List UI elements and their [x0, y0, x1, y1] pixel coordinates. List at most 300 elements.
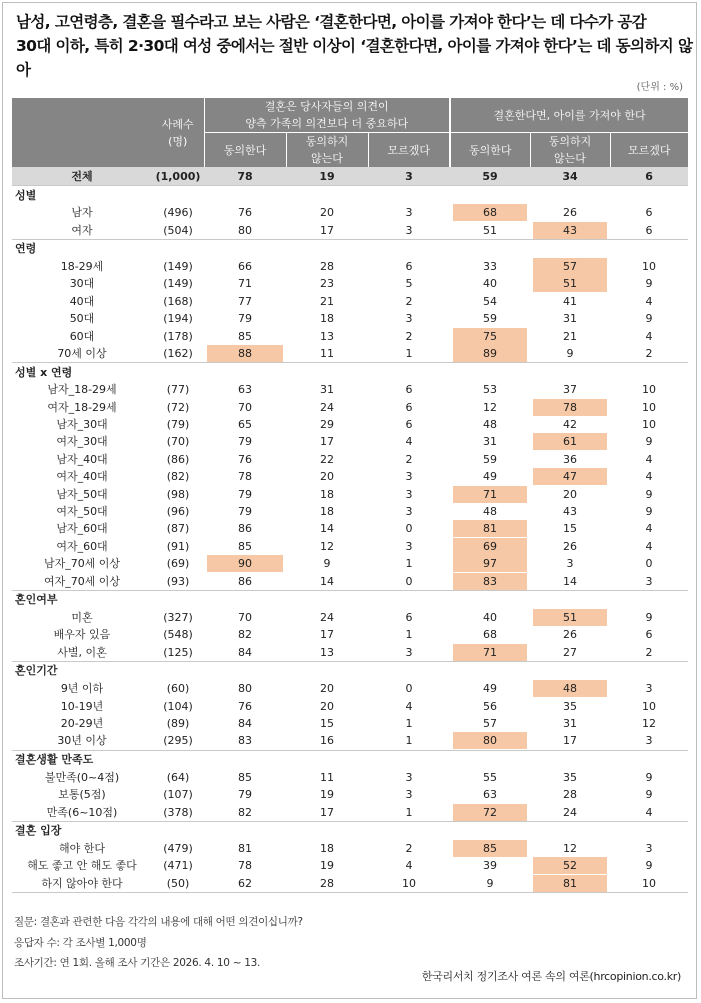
- cell-value: 71: [238, 277, 252, 291]
- cell-value: 9: [645, 505, 653, 519]
- cell-b-disagree: [530, 345, 610, 363]
- table-row: [12, 204, 688, 221]
- cell-value: 41: [563, 294, 577, 308]
- cell-a-dontknow: [368, 433, 450, 450]
- cell-value: 49: [483, 682, 497, 696]
- cell-a-agree: [204, 416, 286, 433]
- cell-b-dontknow: [610, 715, 688, 732]
- cell-a-dontknow: [368, 485, 450, 502]
- cell-value: 47: [533, 468, 607, 485]
- cell-a-dontknow: [368, 538, 450, 555]
- cell-a-dontknow: [368, 626, 450, 643]
- cell-a-agree: [204, 258, 286, 275]
- cell-value: 6: [405, 383, 413, 397]
- cell-a-agree: [204, 875, 286, 893]
- cell-b-dontknow: [610, 503, 688, 520]
- cell-value: 3: [405, 788, 413, 802]
- cell-b-disagree: [530, 857, 610, 874]
- cell-a-agree: [204, 732, 286, 750]
- cell-a-agree: [204, 857, 286, 874]
- cell-value: 4: [645, 522, 653, 536]
- cell-value: 9: [566, 346, 574, 360]
- cell-b-dontknow: [610, 875, 688, 893]
- cell-value: 17: [320, 223, 334, 237]
- table-row: [12, 786, 688, 803]
- cell-value: 0: [405, 682, 413, 696]
- row-n: (96): [166, 505, 190, 519]
- cell-a-disagree: [286, 538, 368, 555]
- cell-value: 13: [320, 645, 334, 659]
- cell-b-disagree: [530, 875, 610, 893]
- cell-value: 70: [238, 400, 252, 414]
- cell-value: 6: [645, 223, 653, 237]
- cell-a-dontknow: [368, 204, 450, 221]
- table-row: [12, 451, 688, 468]
- header-b-disagree: 동의하지 않는다: [530, 133, 610, 168]
- row-label: 10-19년: [60, 699, 104, 713]
- cell-a-disagree: [286, 221, 368, 239]
- cell-value: 43: [533, 222, 607, 239]
- cell-a-dontknow: [368, 644, 450, 662]
- cell-b-dontknow: [610, 433, 688, 450]
- cell-value: 40: [483, 277, 497, 291]
- row-n: (125): [163, 645, 193, 659]
- cell-value: 10: [642, 259, 657, 273]
- cell-b-disagree: [530, 769, 610, 786]
- cell-value: 3: [405, 206, 413, 220]
- cell-a-agree: [204, 327, 286, 344]
- cell-value: 9: [645, 770, 653, 784]
- row-label: 남자_18-29세: [47, 383, 117, 397]
- cell-b-dontknow: [610, 626, 688, 643]
- cell-value: 3: [645, 574, 653, 588]
- cell-value: 79: [238, 435, 252, 449]
- cell-b-agree: [450, 840, 530, 857]
- cell-value: 4: [645, 329, 653, 343]
- cell-a-agree: [204, 572, 286, 590]
- group-header-row: [12, 750, 688, 769]
- row-label: 남자: [71, 206, 93, 220]
- cell-value: 18: [320, 505, 334, 519]
- cell-value: 10: [642, 876, 657, 890]
- row-label: 70세 이상: [57, 346, 107, 360]
- row-n: (548): [163, 628, 193, 642]
- cell-a-dontknow: [368, 468, 450, 485]
- cell-value: 2: [405, 329, 413, 343]
- row-n: (104): [163, 699, 193, 713]
- cell-a-disagree: [286, 555, 368, 572]
- cell-value: 4: [405, 699, 413, 713]
- row-n: (107): [163, 788, 193, 802]
- table-row: [12, 732, 688, 750]
- cell-b-agree: [450, 345, 530, 363]
- cell-b-disagree: [530, 275, 610, 292]
- cell-a-disagree: [286, 769, 368, 786]
- page-title: [16, 10, 696, 82]
- cell-b-agree: [450, 204, 530, 221]
- cell-b-agree: [450, 697, 530, 714]
- cell-b-dontknow: [610, 609, 688, 626]
- cell-b-dontknow: [610, 840, 688, 857]
- cell-value: 2: [645, 346, 653, 360]
- cell-value: 2: [405, 841, 413, 855]
- cell-value: 13: [320, 329, 334, 343]
- cell-b-agree: [450, 572, 530, 590]
- cell-value: 14: [320, 522, 334, 536]
- cell-a-disagree: [286, 697, 368, 714]
- table-row: [12, 538, 688, 555]
- cell-a-dontknow: [368, 275, 450, 292]
- row-n: (60): [166, 682, 190, 696]
- row-n: (479): [163, 841, 193, 855]
- cell-value: 89: [453, 345, 527, 362]
- cell-value: 83: [238, 734, 252, 748]
- cell-b-dontknow: [610, 555, 688, 572]
- cell-value: 6: [405, 259, 413, 273]
- cell-b-agree: [450, 503, 530, 520]
- cell-value: 33: [483, 259, 497, 273]
- cell-a-disagree: [286, 345, 368, 363]
- cell-a-disagree: [286, 468, 368, 485]
- cell-value: 81: [533, 875, 607, 892]
- cell-value: 17: [320, 628, 334, 642]
- cell-value: 3: [405, 770, 413, 784]
- cell-a-disagree: [286, 715, 368, 732]
- cell-b-dontknow: [610, 520, 688, 537]
- cell-b-dontknow: [610, 204, 688, 221]
- cell-value: 24: [563, 805, 577, 819]
- row-n: (149): [163, 277, 193, 291]
- row-n: (378): [163, 805, 193, 819]
- cell-a-agree: [204, 769, 286, 786]
- cell-value: 3: [645, 682, 653, 696]
- cell-value: 9: [645, 788, 653, 802]
- cell-b-disagree: [530, 468, 610, 485]
- cell-value: 61: [533, 433, 607, 450]
- cell-value: 9: [486, 876, 494, 890]
- cell-b-dontknow: [610, 416, 688, 433]
- cell-a-dontknow: [368, 520, 450, 537]
- cell-b-agree: [450, 609, 530, 626]
- cell-a-disagree: [286, 609, 368, 626]
- cell-a-dontknow: [368, 399, 450, 416]
- cell-a-agree: [204, 520, 286, 537]
- row-label: 여자_70세 이상: [43, 574, 121, 588]
- cell-value: 43: [563, 505, 577, 519]
- cell-a-agree: [204, 803, 286, 821]
- cell-value: 53: [483, 383, 497, 397]
- cell-a-disagree: [286, 644, 368, 662]
- cell-value: 81: [453, 520, 527, 537]
- cell-b-agree: [450, 381, 530, 398]
- cell-value: 37: [563, 383, 577, 397]
- row-n: (98): [166, 487, 190, 501]
- cell-value: 1: [405, 346, 413, 360]
- group-title: 혼인여부: [12, 590, 688, 609]
- cell-value: 0: [405, 522, 413, 536]
- cell-b-disagree: [530, 572, 610, 590]
- cell-value: 71: [453, 486, 527, 503]
- cell-value: 68: [483, 628, 497, 642]
- cell-value: 3: [566, 557, 574, 571]
- cell-value: 82: [238, 805, 252, 819]
- cell-a-dontknow: [368, 786, 450, 803]
- group-header-row: [12, 590, 688, 609]
- table-row: [12, 275, 688, 292]
- cell-a-disagree: [286, 875, 368, 893]
- cell-value: 3: [405, 223, 413, 237]
- table-row: [12, 644, 688, 662]
- cell-value: 83: [453, 573, 527, 590]
- cell-value: 59: [483, 312, 497, 326]
- total-n: (1,000): [152, 167, 204, 186]
- cell-a-dontknow: [368, 503, 450, 520]
- cell-value: 68: [453, 204, 527, 221]
- cell-a-dontknow: [368, 572, 450, 590]
- cell-b-disagree: [530, 803, 610, 821]
- cell-value: 40: [483, 611, 497, 624]
- cell-b-dontknow: [610, 399, 688, 416]
- cell-value: 3: [405, 312, 413, 326]
- cell-value: 56: [483, 699, 497, 713]
- total-row: [12, 167, 688, 186]
- cell-b-dontknow: [610, 258, 688, 275]
- cell-a-disagree: [286, 258, 368, 275]
- cell-value: 2: [645, 645, 653, 659]
- cell-value: 31: [483, 435, 497, 449]
- cell-value: 19: [320, 788, 334, 802]
- cell-b-agree: [450, 732, 530, 750]
- cell-value: 90: [207, 555, 283, 572]
- cell-b-disagree: [530, 644, 610, 662]
- cell-value: 42: [563, 418, 577, 432]
- cell-value: 86: [238, 574, 252, 588]
- cell-b-dontknow: [610, 680, 688, 697]
- cell-value: 21: [320, 294, 334, 308]
- cell-value: 26: [563, 206, 577, 220]
- row-n: (89): [166, 716, 190, 730]
- cell-value: 3: [405, 645, 413, 659]
- cell-value: 23: [320, 277, 334, 291]
- cell-a-agree: [204, 310, 286, 327]
- cell-a-disagree: [286, 485, 368, 502]
- cell-b-disagree: [530, 680, 610, 697]
- table-row: [12, 609, 688, 626]
- cell-b-dontknow: [610, 221, 688, 239]
- cell-value: 14: [563, 574, 577, 588]
- cell-value: 3: [405, 539, 413, 553]
- cell-b-agree: [450, 857, 530, 874]
- cell-a-agree: [204, 680, 286, 697]
- row-n: (194): [163, 312, 193, 326]
- row-label: 20-29년: [60, 716, 104, 730]
- cell-value: 1: [405, 716, 413, 730]
- row-label: 남자_30대: [56, 418, 108, 432]
- row-label: 남자_50대: [56, 487, 108, 501]
- cell-value: 18: [320, 487, 334, 501]
- cell-b-disagree: [530, 327, 610, 344]
- total-b-dontknow: 6: [610, 167, 688, 186]
- total-label: 전체: [12, 167, 152, 186]
- cell-value: 51: [483, 223, 497, 237]
- cell-value: 80: [238, 682, 252, 696]
- cell-a-dontknow: [368, 680, 450, 697]
- cell-b-dontknow: [610, 644, 688, 662]
- cell-value: 28: [563, 788, 577, 802]
- table-row: [12, 680, 688, 697]
- cell-value: 10: [642, 383, 657, 397]
- group-title: 혼인기간: [12, 661, 688, 680]
- cell-value: 79: [238, 505, 252, 519]
- cell-value: 52: [533, 857, 607, 874]
- row-label: 해도 좋고 안 해도 좋다: [27, 859, 137, 873]
- cell-b-disagree: [530, 485, 610, 502]
- cell-a-agree: [204, 626, 286, 643]
- cell-value: 48: [483, 418, 497, 432]
- table-bottom-rule: [12, 892, 688, 895]
- cell-b-dontknow: [610, 275, 688, 292]
- group-title: 연령: [12, 239, 688, 258]
- cell-a-agree: [204, 644, 286, 662]
- total-a-disagree: 19: [286, 167, 368, 186]
- cell-value: 88: [207, 345, 283, 362]
- cell-a-disagree: [286, 310, 368, 327]
- cell-value: 12: [320, 539, 334, 553]
- cell-a-agree: [204, 433, 286, 450]
- cell-value: 55: [483, 770, 497, 784]
- cell-value: 51: [533, 609, 607, 626]
- cell-a-agree: [204, 221, 286, 239]
- cell-a-agree: [204, 840, 286, 857]
- table-row: [12, 572, 688, 590]
- cell-a-agree: [204, 555, 286, 572]
- cell-value: 10: [642, 418, 657, 432]
- cell-b-dontknow: [610, 451, 688, 468]
- cell-value: 4: [645, 470, 653, 484]
- row-label: 여자_50대: [56, 505, 108, 519]
- cell-value: 5: [405, 277, 413, 291]
- cell-b-agree: [450, 786, 530, 803]
- cell-value: 9: [645, 312, 653, 326]
- table-row: [12, 327, 688, 344]
- header-b-agree: 동의한다: [450, 133, 530, 168]
- cell-value: 62: [238, 876, 252, 890]
- cell-a-dontknow: [368, 327, 450, 344]
- row-n: (504): [163, 223, 193, 237]
- table-row: [12, 345, 688, 363]
- cell-b-disagree: [530, 520, 610, 537]
- row-n: (295): [163, 734, 193, 748]
- cell-b-disagree: [530, 609, 610, 626]
- cell-value: 4: [405, 435, 413, 449]
- group-title: 성별 x 연령: [12, 363, 688, 382]
- cell-a-agree: [204, 451, 286, 468]
- cell-value: 3: [405, 470, 413, 484]
- cell-a-disagree: [286, 381, 368, 398]
- row-n: (178): [163, 329, 193, 343]
- cell-value: 26: [563, 628, 577, 642]
- cell-value: 12: [483, 400, 497, 414]
- cell-value: 66: [238, 259, 252, 273]
- cell-a-disagree: [286, 327, 368, 344]
- cell-value: 22: [320, 452, 334, 466]
- cell-value: 1: [405, 628, 413, 642]
- cell-a-agree: [204, 697, 286, 714]
- cell-b-dontknow: [610, 769, 688, 786]
- cell-b-agree: [450, 644, 530, 662]
- cell-b-disagree: [530, 433, 610, 450]
- cell-value: 10: [642, 400, 657, 414]
- cell-b-agree: [450, 626, 530, 643]
- cell-value: 14: [320, 574, 334, 588]
- group-header-row: [12, 363, 688, 382]
- cell-b-dontknow: [610, 381, 688, 398]
- cell-b-agree: [450, 875, 530, 893]
- row-label: 여자_60대: [56, 539, 108, 553]
- cell-value: 75: [453, 328, 527, 345]
- cell-b-agree: [450, 327, 530, 344]
- table-row: [12, 715, 688, 732]
- cell-a-disagree: [286, 451, 368, 468]
- footer-respondents: 응답자 수: 각 조사별 1,000명: [14, 937, 147, 949]
- cell-value: 35: [563, 699, 577, 713]
- table-row: [12, 258, 688, 275]
- cell-value: 6: [645, 628, 653, 642]
- table-row: [12, 381, 688, 398]
- header-b-dontknow: 모르겠다: [610, 133, 688, 168]
- cell-value: 4: [645, 294, 653, 308]
- cell-a-agree: [204, 786, 286, 803]
- cell-b-agree: [450, 803, 530, 821]
- header-a-agree: 동의한다: [204, 133, 286, 168]
- cell-value: 27: [563, 645, 577, 659]
- cell-a-dontknow: [368, 451, 450, 468]
- results-table: [12, 98, 688, 895]
- cell-b-disagree: [530, 732, 610, 750]
- cell-value: 85: [238, 539, 252, 553]
- cell-value: 1: [405, 734, 413, 748]
- table-row: [12, 310, 688, 327]
- cell-value: 48: [483, 505, 497, 519]
- cell-value: 57: [533, 258, 607, 275]
- row-label: 여자_30대: [56, 435, 108, 449]
- cell-value: 76: [238, 452, 252, 466]
- cell-value: 9: [645, 435, 653, 449]
- cell-a-agree: [204, 275, 286, 292]
- cell-a-disagree: [286, 293, 368, 310]
- cell-b-dontknow: [610, 293, 688, 310]
- cell-b-disagree: [530, 538, 610, 555]
- cell-b-agree: [450, 520, 530, 537]
- cell-value: 0: [405, 574, 413, 588]
- cell-value: 78: [533, 399, 607, 416]
- cell-a-dontknow: [368, 803, 450, 821]
- cell-value: 18: [320, 841, 334, 855]
- cell-a-dontknow: [368, 769, 450, 786]
- cell-value: 6: [405, 400, 413, 414]
- row-n: (77): [166, 383, 190, 397]
- cell-a-dontknow: [368, 875, 450, 893]
- cell-value: 9: [323, 557, 331, 571]
- cell-b-agree: [450, 715, 530, 732]
- total-a-agree: 78: [204, 167, 286, 186]
- table-row: [12, 857, 688, 874]
- cell-value: 11: [320, 346, 334, 360]
- cell-value: 9: [645, 611, 653, 624]
- total-b-disagree: 34: [530, 167, 610, 186]
- cell-value: 4: [645, 452, 653, 466]
- cell-value: 36: [563, 452, 577, 466]
